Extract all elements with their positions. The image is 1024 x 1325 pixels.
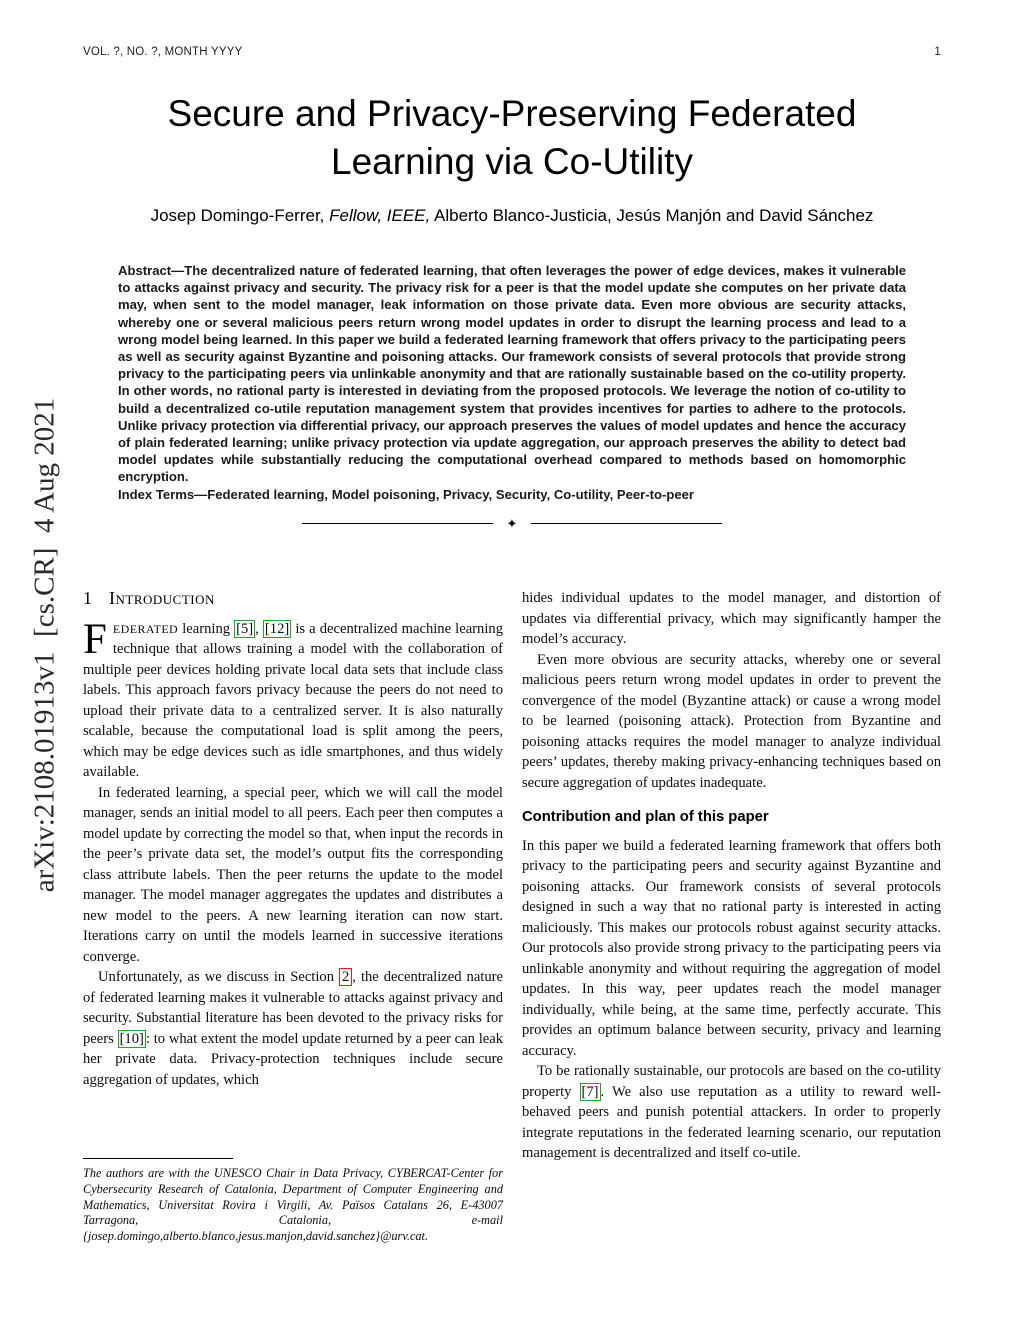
abstract-text: —The decentralized nature of federated learning, that often leverages the power of edge devices, makes it vulnerable to attacks against privacy and security. The privacy risk for a peer is that the model update she computes on her private data may, when sent to the model manager, leak information on those private data. Even more obvious are security attacks, whereby one or several malicious peers return wrong model updates in order to disrupt the learning process and lead to a wrong model being learned. In this paper we build a federated learning framework that offers privacy to the participating peers as well as security against Byzantine and poisoning attacks. Our framework consists of several protocols that provide strong privacy to the participating peers via unlinkable anonymity and that are rationally sustainable based on the co-utility property. In other words, no rational party is interested in deviating from the proposed protocols. We leverage the notion of co-utility to build a decentralized co-utile reputation management system that provides incentives for parties to adhere to the protocols. Unlike privacy protection via differential privacy, our approach preserves the values of model updates and hence the accuracy of plain federated learning; unlike privacy protection via update aggregation, our approach preserves the ability to detect bad model updates while substantially reducing the computational overhead compared to methods based on homomorphic encryption. [118,263,906,485]
author-affiliation-footnote [83,1158,503,1245]
intro-paragraph-1 [83,615,503,783]
running-header [83,46,941,58]
journal-volume-info: VOL. ?, NO. ?, MONTH YYYY [83,46,243,58]
contribution-paragraph-2 [522,1061,941,1164]
continuation-paragraph: hides individual updates to the model manager, and distortion of updates via differential privacy, which may significantly hamper the model’s accuracy. [522,590,941,647]
arxiv-watermark: arXiv:2108.01913v1 [cs.CR] 4 Aug 2021 [28,397,61,893]
title-body-separator [302,517,722,530]
body-text: learning [178,620,235,637]
citation-12[interactable]: [12] [264,620,290,637]
citation-7[interactable]: [7] [581,1083,599,1100]
page-number: 1 [934,46,941,58]
author-names-cont: Alberto Blanco-Justicia, Jesús Manjón and David Sánchez [430,206,874,225]
diamond-ornament-icon: ✦ [506,516,518,531]
intro-paragraph-2: In federated learning, a special peer, which we will call the model manager, sends an initial model to all peers. Each peer then computes a model update by correcting the model so that, when input the records in the peer’s private data set, the model’s output fits the corresponding class attribute labels. Then the peer returns the update to the model manager. The model manager aggregates the updates and distributes a new model to the peers. A new learning iteration can now start. Iterations carry on until the models learned in successive iterations converge. [83,784,503,965]
separator-line-right [531,523,722,524]
body-text: . We also use reputation as a utility to reward well-behaved peers and punish potential attackers. In order to properly integrate reputations in the federated learning scenario, our reputation management is decentralized and itself co-utile. [522,1083,941,1161]
intro-paragraph-3 [83,967,503,1090]
section-number: 1 [83,588,92,608]
footnote-rule [83,1158,233,1159]
left-column [83,588,503,1090]
body-text: To be rationally sustainable, our protocols are based on the co-utility property [522,1063,941,1100]
section-title: Introduction [109,588,215,608]
contribution-paragraph-1: In this paper we build a federated learning framework that offers both privacy to the participating peers and security against Byzantine and poisoning attacks. Our framework consists of several protocols designed in such a way that no rational party is interested in acting maliciously. This makes our protocols robust against security attacks. Our protocols also provide strong privacy to the participating peers via unlinkable anonymity and without requiring the aggregation of model updates. In this way, peer updates reach the model manager individually, while being, at the same time, perfectly accurate. This provides an optimum balance between security, privacy and learning accuracy. [522,837,941,1059]
paper-title: Secure and Privacy-Preserving Federated Learning via Co-Utility [167,93,857,183]
section-heading-introduction [83,588,503,609]
authors-line [83,206,941,226]
body-text: is a decentralized machine learning technique that allows training a model with the collaboration of multiple peer devices holding private local data sets that include class labels. This approach favors privacy because the peers do not need to upload their private data to a centralized server. It is also naturally scalable, because the computational load is split among the peers, which may be edge devices such as idle smartphones, and thus widely available. [83,620,503,780]
body-text: , [255,620,263,637]
subsection-heading-contribution: Contribution and plan of this paper [522,809,769,825]
abstract-block [118,262,906,486]
author-ieee-fellow: Fellow, IEEE, [329,206,431,225]
dropcap-letter: F [83,615,107,663]
body-text: : to what extent the model update returned by a peer can leak her private data. Privacy-protection techniques include secure aggregation of updates, which [83,1030,503,1088]
citation-5[interactable]: [5] [236,620,254,637]
citation-10[interactable]: [10] [119,1030,144,1047]
abstract-label: Abstract [118,263,172,278]
separator-line-left [302,523,493,524]
footnote-text: The authors are with the UNESCO Chair in Data Privacy, CYBERCAT-Center for Cybersecurity Research of Catalonia, Department of Computer Engineering and Mathematics, Universitat Rovira i Virgili, Av. Països Catalans 26, E-43007 Tarragona, Catalonia, e-mail {josep.domingo,alberto.blanco,jesus.manjon,david.sanchez}@urv.cat. [83,1166,503,1244]
index-terms-block [118,486,906,503]
right-column [522,588,941,1164]
index-terms-label: Index Terms [118,487,195,502]
body-text: Unfortunately, as we discuss in Section [98,969,339,985]
author-names: Josep Domingo-Ferrer, [150,206,330,225]
security-attacks-paragraph: Even more obvious are security attacks, whereby one or several malicious peers return wrong model updates in order to prevent the convergence of the model (Byzantine attack) or cause a wrong model to be learned (poisoning attack). Protection from Byzantine and poisoning attacks requires the model manager to analyze individual peers’ updates, thereby making privacy-enhancing techniques based on secure aggregation of updates inadequate. [522,651,941,791]
section-ref-2[interactable]: 2 [339,968,352,986]
lead-word: EDERATED [112,621,179,636]
index-terms-text: —Federated learning, Model poisoning, Privacy, Security, Co-utility, Peer-to-peer [194,487,695,502]
body-text: , the decentralized nature of federated learning makes it vulnerable to attacks against privacy and security. Substantial literature has been devoted to the privacy risks for peers [83,969,503,1047]
